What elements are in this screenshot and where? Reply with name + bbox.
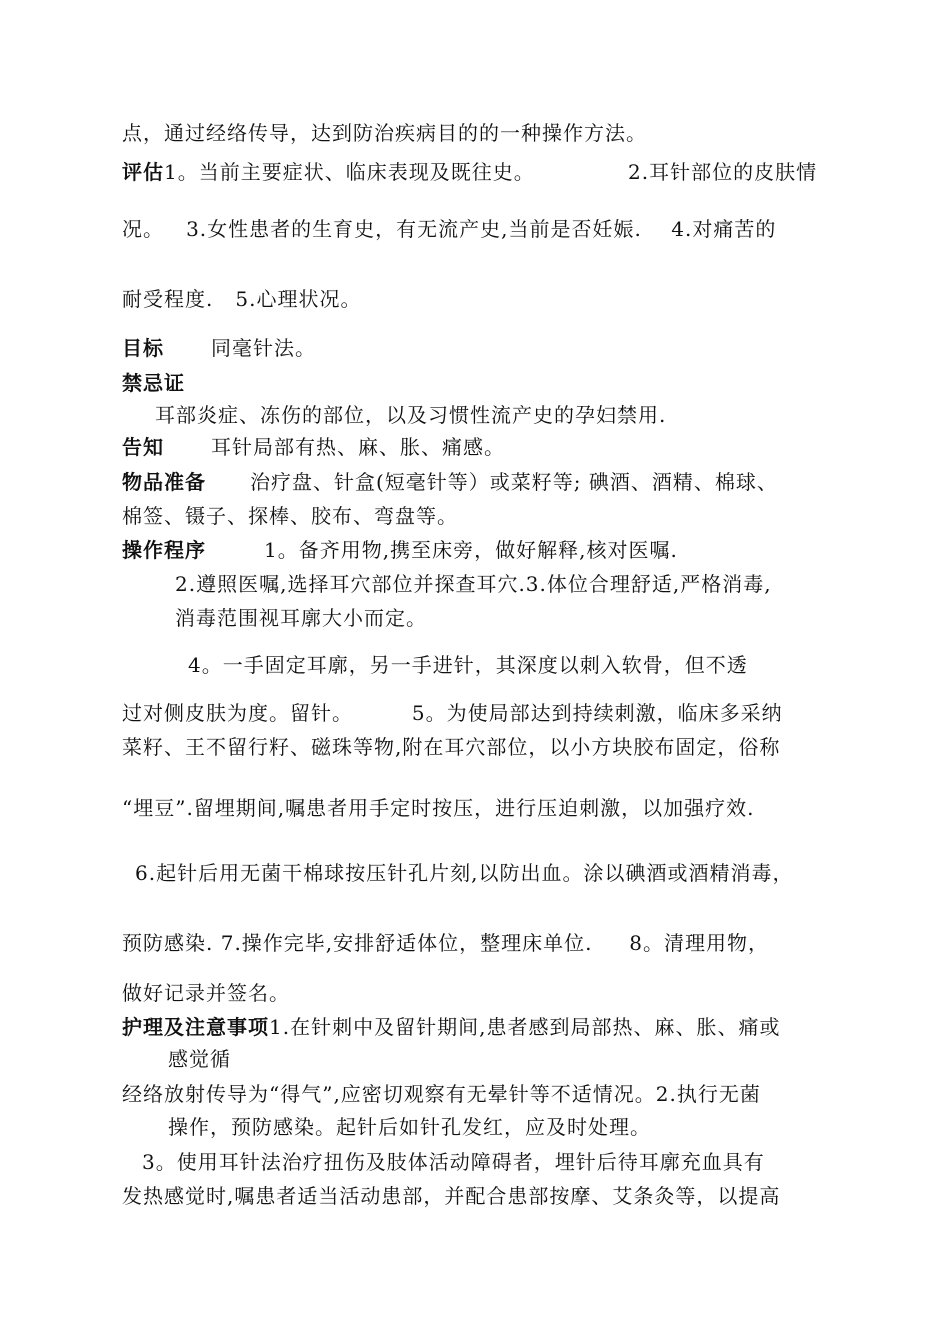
notes-line-2: 感觉循 (168, 1047, 231, 1071)
goal-heading: 目标 (122, 336, 164, 360)
contra-heading: 禁忌证 (122, 371, 185, 395)
procedure-line-2: 2.遵照医嘱,选择耳穴部位并探查耳穴.3.体位合理舒适,严格消毒, (175, 572, 772, 596)
assess-line-1 (122, 159, 535, 185)
procedure-line-6: 菜籽、王不留行籽、磁珠等物,附在耳穴部位，以小方块胶布固定，俗称 (122, 735, 781, 759)
inform-heading: 告知 (122, 435, 164, 459)
procedure-line-5: 过对侧皮肤为度。留针。 5。为使局部达到持续刺激，临床多采纳 (122, 701, 783, 725)
assess-line-1-b: 2.耳针部位的皮肤情 (628, 160, 818, 184)
notes-line-3: 经络放射传导为“得气”,应密切观察有无晕针等不适情况。2.执行无菌 (122, 1082, 761, 1106)
procedure-line-4: 4。一手固定耳廓，另一手进针，其深度以刺入软骨，但不透 (188, 653, 748, 677)
supplies-text-1: 治疗盘、针盒(短毫针等）或菜籽等; 碘酒、酒精、棉球、 (250, 470, 778, 494)
assess-heading: 评估 (122, 160, 164, 184)
assess-line-3: 耐受程度. 5.心理状况。 (122, 287, 362, 311)
procedure-line-9: 预防感染. 7.操作完毕,安排舒适体位，整理床单位. 8。清理用物， (122, 931, 770, 955)
procedure-line-10: 做好记录并签名。 (122, 981, 290, 1005)
procedure-line-8: 6.起针后用无菌干棉球按压针孔片刻,以防出血。涂以碘酒或酒精消毒， (135, 861, 794, 885)
notes-line-5: 3。使用耳针法治疗扭伤及肢体活动障碍者，埋针后待耳廓充血具有 (142, 1150, 765, 1174)
inform-text: 耳针局部有热、麻、胀、痛感。 (211, 435, 505, 459)
procedure-line-3: 消毒范围视耳廓大小而定。 (175, 606, 427, 630)
assess-line-1-text: 1。当前主要症状、临床表现及既往史。 (164, 160, 535, 184)
assess-line-2: 况。 3.女性患者的生育史，有无流产史,当前是否妊娠. 4.对痛苦的 (122, 217, 777, 241)
procedure-line-7: “埋豆”.留埋期间,嘱患者用手定时按压，进行压迫刺激，以加强疗效. (122, 796, 755, 820)
notes-line-1 (122, 1014, 780, 1040)
goal-text: 同毫针法。 (211, 336, 316, 360)
notes-heading: 护理及注意事项 (122, 1015, 269, 1039)
supplies-line-1 (122, 469, 778, 495)
notes-text-1: 1.在针刺中及留针期间,患者感到局部热、麻、胀、痛或 (269, 1015, 781, 1039)
goal-line (122, 335, 316, 361)
supplies-line-2: 棉签、镊子、探棒、胶布、弯盘等。 (122, 504, 458, 528)
procedure-heading: 操作程序 (122, 538, 206, 562)
contra-text: 耳部炎症、冻伤的部位，以及习惯性流产史的孕妇禁用. (155, 403, 667, 427)
intro-line: 点，通过经络传导，达到防治疾病目的的一种操作方法。 (122, 121, 647, 145)
notes-line-4: 操作，预防感染。起针后如针孔发红，应及时处理。 (168, 1115, 651, 1139)
procedure-text-1: 1。备齐用物,携至床旁，做好解释,核对医嘱. (264, 538, 678, 562)
supplies-heading: 物品准备 (122, 470, 206, 494)
procedure-line-1 (122, 537, 678, 563)
inform-line (122, 434, 505, 460)
notes-line-6: 发热感觉时,嘱患者适当活动患部，并配合患部按摩、艾条灸等，以提高 (122, 1184, 781, 1208)
